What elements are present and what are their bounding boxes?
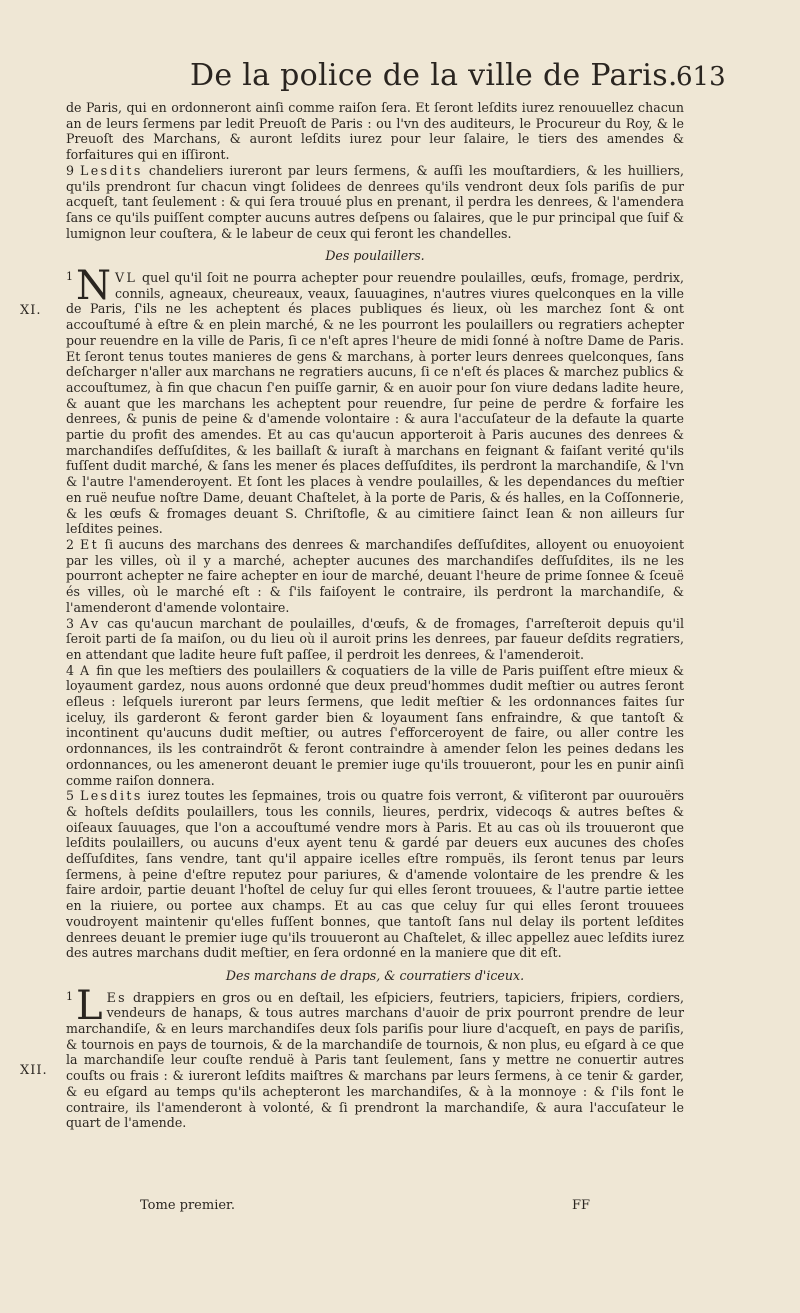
paragraph-number: 1 <box>66 270 73 284</box>
paragraph-text: iurez toutes les ſepmaines, trois ou quatre fois verront, & viſiteront par ouurouërs & hoſtels deſdits poulaillers, tous les connils, lieures, perdrix, videcoqs & autres beſtes & oiſeaux ſauuages, que l'on a accouſtumé vendre mors à Paris. Et au cas où ils trouueront que leſdits poulaillers, ou aucuns d'eux ayent tenu & gardé par deuers eux aucunes des choſes deſſuſdites, ſans vendre, tant qu'il appaire icelles eſtre rompuës, ils ſeront tenus par leurs ſermens, à peine d'eſtre reputez pour pariures, & d'amende volontaire de les prendre & les faire ardoir, partie deuant l'hoſtel de celuy ſur qui elles ſeront trouuees, & l'autre partie iettee en la riuiere, ou portee aux champs. Et au cas que celuy ſur qui elles ſeront trouuees voudroyent maintenir qu'elles fuſſent bonnes, que tantoſt ſans nul delay ils portent leſdites denrees deuant le premier iuge qu'ils trouueront au Chaſtelet, & illec appellez auec leſdits iurez des autres marchans dudit meſtier, en ſera ordonné en la maniere que dit eſt. <box>66 788 684 961</box>
paragraph-3 <box>66 616 684 663</box>
lead-word: Es <box>106 989 128 1005</box>
running-title: De la police de la ville de Paris. <box>190 58 678 93</box>
paragraph-text: drappiers en gros ou en deſtail, les eſpiciers, feutriers, tapiciers, fripiers, cordiers, vendeurs de hanaps, & tous autres marchans d'auoir de prix pourront prendre de leur marchandiſe, & en leurs marchandiſes deux ſols pariſis pour liure d'acqueſt, en pays de pariſis, & tournois en pays de tournois, & de la marchandiſe de tournois, & non plus, eu eſgard à ce que la marchandiſe leur couſte renduë à Paris tant ſeulement, ſans y mettre ne conuertir autres couſts ou frais : & iureront leſdits maiſtres & marchans par leurs ſermens, à ce tenir & garder, & eu eſgard au temps qu'ils achepteront les marchandiſes, & à la monnoye : & ſ'ils font le contraire, ils l'amenderont à volonté, & ſi prendront la marchandiſe, & aura l'accuſateur le quart de l'amende. <box>66 989 684 1131</box>
paragraph-number: 9 <box>66 162 75 178</box>
paragraph-xii-1 <box>66 982 684 1131</box>
lead-word: A <box>80 662 92 678</box>
catchword-volume: Tome premier. <box>140 1198 235 1213</box>
paragraph-number: 5 <box>66 788 75 804</box>
paragraph-number: 1 <box>66 989 73 1003</box>
lead-word: Et <box>80 536 100 552</box>
paragraph-continued: de Paris, qui en ordonneront ainſi comme raiſon ſera. Et ſeront leſdits iurez renouuellez chacun an de leurs ſermens par ledit Preuoſt de Paris : ou l'vn des auditeurs, le Procureur du Roy, & le Preuoſt des Marchans, & auront leſdits iurez pour leur ſalaire, le tiers des amendes & forfaitures qui en iſſiront. <box>66 100 684 163</box>
lead-word: VL <box>115 270 138 286</box>
paragraph-4 <box>66 663 684 789</box>
lead-word: Lesdits <box>80 788 143 804</box>
paragraph-2 <box>66 537 684 616</box>
paragraph-text: chandeliers iureront par leurs ſermens, & auſſi les mouſtardiers, & les huilliers, qu'ils prendront ſur chacun vingt ſolidees de denrees qu'ils vendront deux ſols pariſis de pur acqueſt, tant ſeulement : & qui ſera trouué plus en prenant, il perdra les denrees, & l'amendera ſans ce qu'ils puiſſent compter aucuns autres deſpens ou ſalaires, que le pur principal que ſuif & lumignon leur couſtera, & le labeur de ceux qui feront les chandelles. <box>66 162 684 241</box>
paragraph-number: 2 <box>66 536 75 552</box>
paragraph-text: fin que les meſtiers des poulaillers & coquatiers de la ville de Paris puiſſent eſtre mieux & loyaument gardez, nous auons ordonné que deux preud'hommes dudit meſtier ou autres ſeront eſleus : leſquels iureront par leurs ſermens, que ledit meſtier & les ordonnances faites ſur iceluy, ils garderont & feront garder bien & loyaument ſans enfraindre, & que tantoſt & incontinent qu'aucuns dudit meſtier, ou autres ſ'efforceroyent de faire, ou aller contre les ordonnances, ils les contraindrõt & feront contraindre à amender ſelon les peines dedans les ordonnances, ou les ameneront deuant le premier iuge qu'ils trouueront, pour les en punir ainſi comme raiſon donnera. <box>66 662 684 788</box>
running-head <box>0 58 800 98</box>
page-number: 613 <box>676 62 726 92</box>
page-footer <box>66 1198 666 1218</box>
paragraph-number: 4 <box>66 662 75 678</box>
paragraph-text: quel qu'il ſoit ne pourra achepter pour reuendre poulailles, œufs, fromage, perdrix, connils, agneaux, cheureaux, veaux, ſauuagines, n'autres viures quelconques en la ville de Paris, ſ'ils ne les acheptent és places publiques és lieux, où les marchez ſont & ont accouſtumé à eſtre & en plein marché, & ne les pourront les poulaillers ou regratiers achepter pour reuendre en la ville de Paris, ſi ce n'eſt apres l'heure de midi ſonné à noſtre Dame de Paris. Et ſeront tenus toutes manieres de gens & marchans, à porter leurs denrees quelconques, ſans deſcharger n'aller aux marchans ne regratiers aucuns, ſi ce n'eſt és places & marchez publics & accouſtumez, à fin que chacun ſ'en puiſſe garnir, & en auoir pour ſon viure dedans ladite heure, & auant que les marchans les acheptent pour reuendre, ſur peine de perdre & forfaire les denrees, & punis de peine & d'amende volontaire : & aura l'accuſateur de la defaute la quarte partie du profit des amendes. Et au cas qu'aucun apporteroit à Paris aucunes des denrees & marchandiſes deſſuſdites, & les baillaſt & iuraſt à marchans en feignant & faiſant verité qu'ils fuſſent dudit marché, & ſans les mener és places deſſuſdites, ils perdront la marchandiſe, & l'vn & l'autre l'amenderoyent. Et ſont les places à vendre poulailles, & les dependances du meſtier en ruë neufue noſtre Dame, deuant Chaſtelet, à la porte de Paris, & és halles, en la Coſſonnerie, & les œufs & fromages deuant S. Chriſtofle, & au cimitiere ſainct Iean & non ailleurs ſur leſdites peines. <box>66 270 684 537</box>
heading-poulaillers: Des poulaillers. <box>325 248 425 264</box>
paragraph-number: 3 <box>66 615 75 631</box>
paragraph-5 <box>66 788 684 961</box>
paragraph-text: ſi aucuns des marchans des denrees & marchandiſes deſſuſdites, alloyent ou enuoyoient par les villes, où il y a marché, achepter aucunes des marchandiſes deſſuſdites, ils ne les pourront achepter ne faire achepter en iour de marché, deuant l'heure de prime ſonnee & ſceuë és villes, où le marché eſt : & ſ'ils faiſoyent le contraire, ils perdront la marchandiſe, & l'amenderont d'amende volontaire. <box>66 536 684 615</box>
body-text <box>66 100 684 1131</box>
section-number-xii: XII. <box>20 1063 48 1078</box>
lead-word: Av <box>80 615 101 631</box>
paragraph-text: cas qu'aucun marchant de poulailles, d'œufs, & de fromages, ſ'arreſteroit depuis qu'il ſeroit parti de ſa maiſon, ou du lieu où il auroit prins les denrees, par faueur deſdits regratiers, en attendant que ladite heure fuſt paſſee, il perdroit les denrees, & l'amenderoit. <box>66 615 684 662</box>
paragraph-xi-1 <box>66 263 684 537</box>
signature-mark: FF <box>572 1198 591 1213</box>
drop-capital: L <box>76 982 103 1029</box>
lead-word: Lesdits <box>80 162 143 178</box>
drop-capital: N <box>76 263 111 310</box>
heading-drapiers: Des marchans de draps, & courratiers d'iceux. <box>225 967 525 983</box>
paragraph-9 <box>66 163 684 242</box>
section-number-xi: XI. <box>20 303 42 318</box>
